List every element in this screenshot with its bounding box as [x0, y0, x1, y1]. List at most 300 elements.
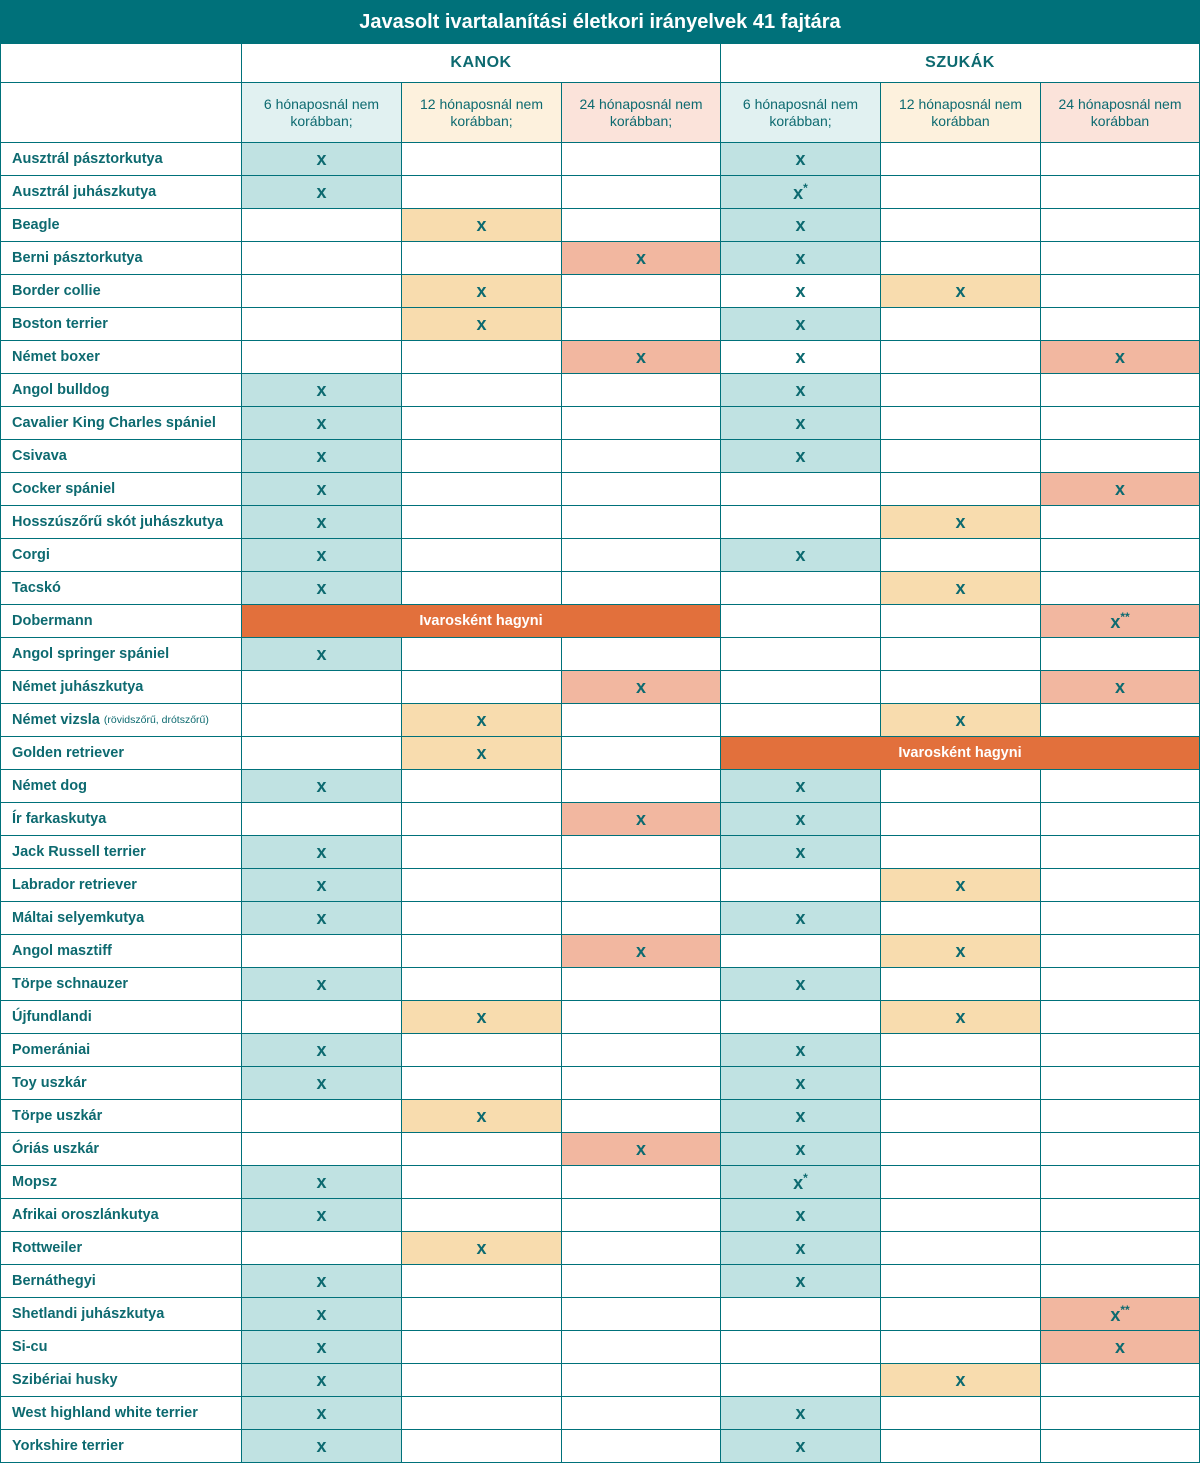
empty-cell	[562, 209, 721, 242]
breed-name	[0, 242, 242, 275]
empty-cell	[402, 1331, 562, 1364]
empty-cell	[402, 770, 562, 803]
breed-name-text: Mopsz	[12, 1174, 58, 1190]
group-header-females: SZUKÁK	[721, 44, 1200, 83]
mark-value: x	[795, 445, 806, 466]
empty-cell	[1041, 143, 1200, 176]
empty-cell	[562, 275, 721, 308]
female-recommendation-mark	[1041, 341, 1200, 374]
empty-cell	[562, 902, 721, 935]
male-recommendation-mark	[562, 671, 721, 704]
breed-name-text: Törpe schnauzer	[12, 976, 129, 992]
empty-cell	[402, 1265, 562, 1298]
mark-value: x	[795, 907, 806, 928]
mark-value: x	[635, 940, 646, 961]
empty-cell	[402, 1364, 562, 1397]
breed-name-text: Óriás uszkár	[12, 1141, 100, 1157]
empty-cell	[562, 1100, 721, 1133]
female-recommendation-mark	[721, 1067, 881, 1100]
mark-value: x	[316, 412, 327, 433]
female-recommendation-mark	[721, 1265, 881, 1298]
breed-name-text: Máltai selyemkutya	[12, 910, 145, 926]
male-recommendation-mark	[242, 407, 402, 440]
mark-value: x	[316, 841, 327, 862]
male-recommendation-mark	[242, 143, 402, 176]
empty-cell	[721, 572, 881, 605]
breed-name-text: Labrador retriever	[12, 877, 137, 893]
breed-name-text: Yorkshire terrier	[12, 1438, 124, 1454]
breed-name-text: Ausztrál pásztorkutya	[12, 151, 163, 167]
male-recommendation-mark	[402, 275, 562, 308]
empty-cell	[242, 737, 402, 770]
empty-cell	[881, 143, 1041, 176]
mark-value: x	[795, 1402, 806, 1423]
empty-cell	[402, 1166, 562, 1199]
mark-value: x	[476, 280, 487, 301]
empty-cell	[881, 1298, 1041, 1331]
empty-cell	[242, 209, 402, 242]
male-recommendation-mark	[242, 473, 402, 506]
mark-value: x	[476, 214, 487, 235]
empty-cell	[881, 1331, 1041, 1364]
empty-cell	[242, 803, 402, 836]
male-recommendation-mark	[242, 836, 402, 869]
female-recommendation-mark	[881, 1001, 1041, 1034]
empty-cell	[1041, 1166, 1200, 1199]
breed-name	[0, 1397, 242, 1430]
column-header: 6 hónaposnál nem korábban;	[721, 83, 881, 143]
empty-cell	[1041, 902, 1200, 935]
empty-cell	[1041, 770, 1200, 803]
empty-cell	[402, 1133, 562, 1166]
mark-value: x	[795, 1435, 806, 1456]
mark-value: x	[316, 1402, 327, 1423]
mark-value: x	[316, 181, 327, 202]
empty-cell	[721, 506, 881, 539]
mark-value: x	[795, 775, 806, 796]
empty-cell	[562, 1166, 721, 1199]
female-recommendation-mark	[881, 1364, 1041, 1397]
breed-name-text: Hosszúszőrű skót juhászkutya	[12, 514, 224, 530]
breed-name-text: Ausztrál juhászkutya	[12, 184, 157, 200]
empty-cell	[562, 1265, 721, 1298]
breed-name	[0, 803, 242, 836]
empty-cell	[562, 704, 721, 737]
empty-cell	[242, 341, 402, 374]
male-recommendation-mark	[402, 308, 562, 341]
female-recommendation-mark	[721, 770, 881, 803]
empty-cell	[881, 803, 1041, 836]
breed-name-text: West highland white terrier	[12, 1405, 198, 1421]
breed-name	[0, 1100, 242, 1133]
breed-name-text: Tacskó	[12, 580, 61, 596]
breed-name	[0, 572, 242, 605]
empty-cell	[881, 1034, 1041, 1067]
mark-value: x	[316, 445, 327, 466]
empty-cell	[881, 1100, 1041, 1133]
mark-value: x	[316, 907, 327, 928]
column-header: 12 hónaposnál nem korábban	[881, 83, 1041, 143]
empty-cell	[721, 638, 881, 671]
mark-value: x	[955, 577, 966, 598]
empty-cell	[402, 242, 562, 275]
empty-cell	[721, 671, 881, 704]
empty-cell	[881, 638, 1041, 671]
empty-cell	[881, 209, 1041, 242]
mark-value: x	[1114, 676, 1125, 697]
column-header: 6 hónaposnál nem korábban;	[242, 83, 402, 143]
breed-name-text: Cocker spániel	[12, 481, 116, 497]
empty-cell	[1041, 209, 1200, 242]
female-recommendation-mark	[721, 968, 881, 1001]
empty-cell	[242, 275, 402, 308]
mark-value: x	[316, 643, 327, 664]
breed-name	[0, 308, 242, 341]
empty-cell	[562, 1034, 721, 1067]
empty-cell	[721, 473, 881, 506]
mark-value: x	[316, 1072, 327, 1093]
empty-cell	[402, 407, 562, 440]
mark-value: x	[795, 808, 806, 829]
empty-cell	[402, 1397, 562, 1430]
empty-cell	[881, 341, 1041, 374]
female-recommendation-mark	[721, 209, 881, 242]
breed-name	[0, 1364, 242, 1397]
breed-name	[0, 407, 242, 440]
breed-name	[0, 869, 242, 902]
empty-cell	[1041, 1265, 1200, 1298]
female-recommendation-mark	[1041, 473, 1200, 506]
empty-cell	[881, 1265, 1041, 1298]
corner-cell	[0, 83, 242, 143]
empty-cell	[402, 1199, 562, 1232]
mark-value: x	[795, 346, 806, 367]
empty-cell	[562, 308, 721, 341]
female-recommendation-mark	[881, 275, 1041, 308]
breed-name-text: Beagle	[12, 217, 60, 233]
mark-value: x	[795, 1237, 806, 1258]
empty-cell	[881, 968, 1041, 1001]
empty-cell	[1041, 935, 1200, 968]
empty-cell	[1041, 1067, 1200, 1100]
empty-cell	[881, 1199, 1041, 1232]
empty-cell	[721, 1364, 881, 1397]
empty-cell	[881, 770, 1041, 803]
empty-cell	[562, 440, 721, 473]
female-recommendation-mark	[881, 506, 1041, 539]
breed-name	[0, 1133, 242, 1166]
mark-value: x	[316, 1303, 327, 1324]
mark-value: x	[316, 511, 327, 532]
mark-value: x	[1114, 1336, 1125, 1357]
mark-value: x**	[1110, 609, 1130, 632]
mark-value: x	[795, 841, 806, 862]
mark-value: x	[795, 1072, 806, 1093]
breed-name-text: Toy uszkár	[12, 1075, 87, 1091]
empty-cell	[402, 803, 562, 836]
empty-cell	[1041, 308, 1200, 341]
empty-cell	[402, 836, 562, 869]
male-recommendation-mark	[242, 1034, 402, 1067]
male-recommendation-mark	[242, 572, 402, 605]
mark-value: x	[955, 709, 966, 730]
empty-cell	[562, 836, 721, 869]
empty-cell	[1041, 572, 1200, 605]
empty-cell	[402, 1430, 562, 1463]
empty-cell	[1041, 1430, 1200, 1463]
empty-cell	[402, 143, 562, 176]
empty-cell	[721, 1001, 881, 1034]
empty-cell	[881, 902, 1041, 935]
mark-value: x	[795, 247, 806, 268]
male-recommendation-mark	[562, 341, 721, 374]
empty-cell	[881, 407, 1041, 440]
female-recommendation-mark	[721, 1199, 881, 1232]
empty-cell	[562, 1298, 721, 1331]
empty-cell	[881, 1166, 1041, 1199]
empty-cell	[1041, 440, 1200, 473]
empty-cell	[402, 572, 562, 605]
breed-name	[0, 605, 242, 638]
breed-name-text: Újfundlandi	[12, 1009, 92, 1025]
empty-cell	[721, 935, 881, 968]
empty-cell	[881, 1067, 1041, 1100]
male-recommendation-mark	[242, 1298, 402, 1331]
male-recommendation-mark	[402, 1100, 562, 1133]
mark-value: x	[955, 1369, 966, 1390]
empty-cell	[562, 539, 721, 572]
breed-name-text: Német boxer	[12, 349, 100, 365]
empty-cell	[1041, 803, 1200, 836]
empty-cell	[562, 869, 721, 902]
empty-cell	[721, 704, 881, 737]
breed-name	[0, 836, 242, 869]
empty-cell	[242, 704, 402, 737]
breed-name	[0, 704, 242, 737]
mark-value: x	[316, 379, 327, 400]
mark-value: x	[316, 544, 327, 565]
empty-cell	[402, 1298, 562, 1331]
breed-name	[0, 1166, 242, 1199]
empty-cell	[721, 1298, 881, 1331]
female-recommendation-mark	[721, 176, 881, 209]
breed-name	[0, 935, 242, 968]
mark-value: x	[795, 1270, 806, 1291]
female-recommendation-mark	[881, 869, 1041, 902]
mark-value: x*	[793, 1170, 808, 1193]
female-recommendation-mark	[721, 1430, 881, 1463]
empty-cell	[402, 902, 562, 935]
empty-cell	[881, 1133, 1041, 1166]
male-recommendation-mark	[242, 440, 402, 473]
breed-name-text: Berni pásztorkutya	[12, 250, 143, 266]
empty-cell	[721, 1331, 881, 1364]
female-recommendation-mark	[881, 935, 1041, 968]
empty-cell	[1041, 539, 1200, 572]
breed-name-text: Jack Russell terrier	[12, 844, 146, 860]
breed-name-text: Angol masztiff	[12, 943, 112, 959]
male-recommendation-mark	[242, 1430, 402, 1463]
male-recommendation-mark	[242, 1364, 402, 1397]
breed-name-text: Border collie	[12, 283, 101, 299]
male-recommendation-mark	[242, 1331, 402, 1364]
empty-cell	[402, 869, 562, 902]
male-recommendation-mark	[562, 242, 721, 275]
breed-name	[0, 737, 242, 770]
breed-name	[0, 1034, 242, 1067]
column-header: 24 hónaposnál nem korábban	[1041, 83, 1200, 143]
mark-value: x	[795, 544, 806, 565]
empty-cell	[881, 176, 1041, 209]
empty-cell	[1041, 704, 1200, 737]
female-recommendation-mark	[721, 1397, 881, 1430]
empty-cell	[562, 968, 721, 1001]
breed-name-text: Dobermann	[12, 613, 93, 629]
male-recommendation-mark	[242, 638, 402, 671]
breed-name	[0, 473, 242, 506]
empty-cell	[562, 506, 721, 539]
breed-name-text: Ír farkaskutya	[12, 811, 107, 827]
empty-cell	[1041, 374, 1200, 407]
breed-name-text: Shetlandi juhászkutya	[12, 1306, 165, 1322]
empty-cell	[1041, 1397, 1200, 1430]
breed-name-text: Angol bulldog	[12, 382, 110, 398]
male-recommendation-mark	[242, 1166, 402, 1199]
empty-cell	[562, 572, 721, 605]
female-recommendation-mark	[881, 704, 1041, 737]
male-recommendation-mark	[242, 869, 402, 902]
empty-cell	[402, 968, 562, 1001]
mark-value: x	[955, 874, 966, 895]
empty-cell	[402, 1067, 562, 1100]
male-recommendation-mark	[242, 1265, 402, 1298]
empty-cell	[721, 605, 881, 638]
empty-cell	[402, 935, 562, 968]
breed-name	[0, 770, 242, 803]
female-recommendation-mark	[721, 341, 881, 374]
mark-value: x	[316, 1336, 327, 1357]
empty-cell	[881, 671, 1041, 704]
empty-cell	[562, 1331, 721, 1364]
empty-cell	[881, 1397, 1041, 1430]
mark-value: x	[955, 1006, 966, 1027]
female-recommendation-mark	[1041, 671, 1200, 704]
empty-cell	[562, 1397, 721, 1430]
mark-value: x	[316, 1435, 327, 1456]
female-recommendation-mark	[721, 836, 881, 869]
empty-cell	[242, 671, 402, 704]
mark-value: x	[316, 775, 327, 796]
male-recommendation-mark	[402, 737, 562, 770]
empty-cell	[881, 440, 1041, 473]
mark-value: x	[635, 676, 646, 697]
mark-value: x	[476, 1006, 487, 1027]
empty-cell	[562, 1067, 721, 1100]
mark-value: x	[795, 973, 806, 994]
empty-cell	[402, 671, 562, 704]
mark-value: x	[795, 412, 806, 433]
empty-cell	[562, 737, 721, 770]
empty-cell	[1041, 1034, 1200, 1067]
breed-name	[0, 1265, 242, 1298]
mark-value: x	[635, 1138, 646, 1159]
empty-cell	[562, 638, 721, 671]
mark-value: x	[635, 346, 646, 367]
mark-value: x	[795, 313, 806, 334]
breed-name-text: Német dog	[12, 778, 87, 794]
empty-cell	[562, 1199, 721, 1232]
mark-value: x	[795, 1204, 806, 1225]
breed-name-note: (rövidszőrű, drótszőrű)	[103, 714, 209, 726]
male-recommendation-mark	[402, 704, 562, 737]
empty-cell	[1041, 275, 1200, 308]
male-recommendation-mark	[562, 935, 721, 968]
breed-name-text: Cavalier King Charles spániel	[12, 415, 216, 431]
female-recommendation-mark	[1041, 1298, 1200, 1331]
empty-cell	[562, 473, 721, 506]
breed-name	[0, 1298, 242, 1331]
male-recommendation-mark	[242, 1199, 402, 1232]
empty-cell	[1041, 869, 1200, 902]
mark-value: x	[795, 148, 806, 169]
empty-cell	[562, 1364, 721, 1397]
empty-cell	[562, 1430, 721, 1463]
male-recommendation-mark	[242, 1397, 402, 1430]
male-recommendation-mark	[402, 1001, 562, 1034]
female-recommendation-mark	[721, 407, 881, 440]
male-recommendation-mark	[402, 1232, 562, 1265]
empty-cell	[562, 374, 721, 407]
breed-name-text: Pomerániai	[12, 1042, 91, 1058]
breed-name-text: Boston terrier	[12, 316, 108, 332]
mark-value: x	[795, 214, 806, 235]
empty-cell	[881, 605, 1041, 638]
mark-value: x	[955, 511, 966, 532]
empty-cell	[242, 1100, 402, 1133]
mark-value: x	[316, 1204, 327, 1225]
female-recommendation-mark	[721, 308, 881, 341]
empty-cell	[402, 374, 562, 407]
empty-cell	[881, 836, 1041, 869]
breed-name	[0, 1331, 242, 1364]
empty-cell	[242, 1001, 402, 1034]
breed-name	[0, 1430, 242, 1463]
male-recommendation-mark	[242, 1067, 402, 1100]
breed-name-text: Szibériai husky	[12, 1372, 118, 1388]
breed-name	[0, 275, 242, 308]
mark-value: x	[795, 280, 806, 301]
mark-value: x	[316, 478, 327, 499]
female-recommendation-mark	[1041, 1331, 1200, 1364]
empty-cell	[881, 374, 1041, 407]
mark-value: x	[316, 1270, 327, 1291]
male-recommendation-mark	[562, 1133, 721, 1166]
female-recommendation-mark	[721, 1232, 881, 1265]
breed-name	[0, 374, 242, 407]
female-recommendation-mark	[721, 539, 881, 572]
mark-value: x	[316, 577, 327, 598]
female-recommendation-mark	[721, 242, 881, 275]
empty-cell	[1041, 1133, 1200, 1166]
keep-intact-cell: Ivarosként hagyni	[721, 737, 1200, 770]
female-recommendation-mark	[721, 1166, 881, 1199]
empty-cell	[402, 1034, 562, 1067]
female-recommendation-mark	[721, 143, 881, 176]
breed-name	[0, 1199, 242, 1232]
mark-value: x	[795, 379, 806, 400]
mark-value: x	[795, 1138, 806, 1159]
male-recommendation-mark	[242, 374, 402, 407]
